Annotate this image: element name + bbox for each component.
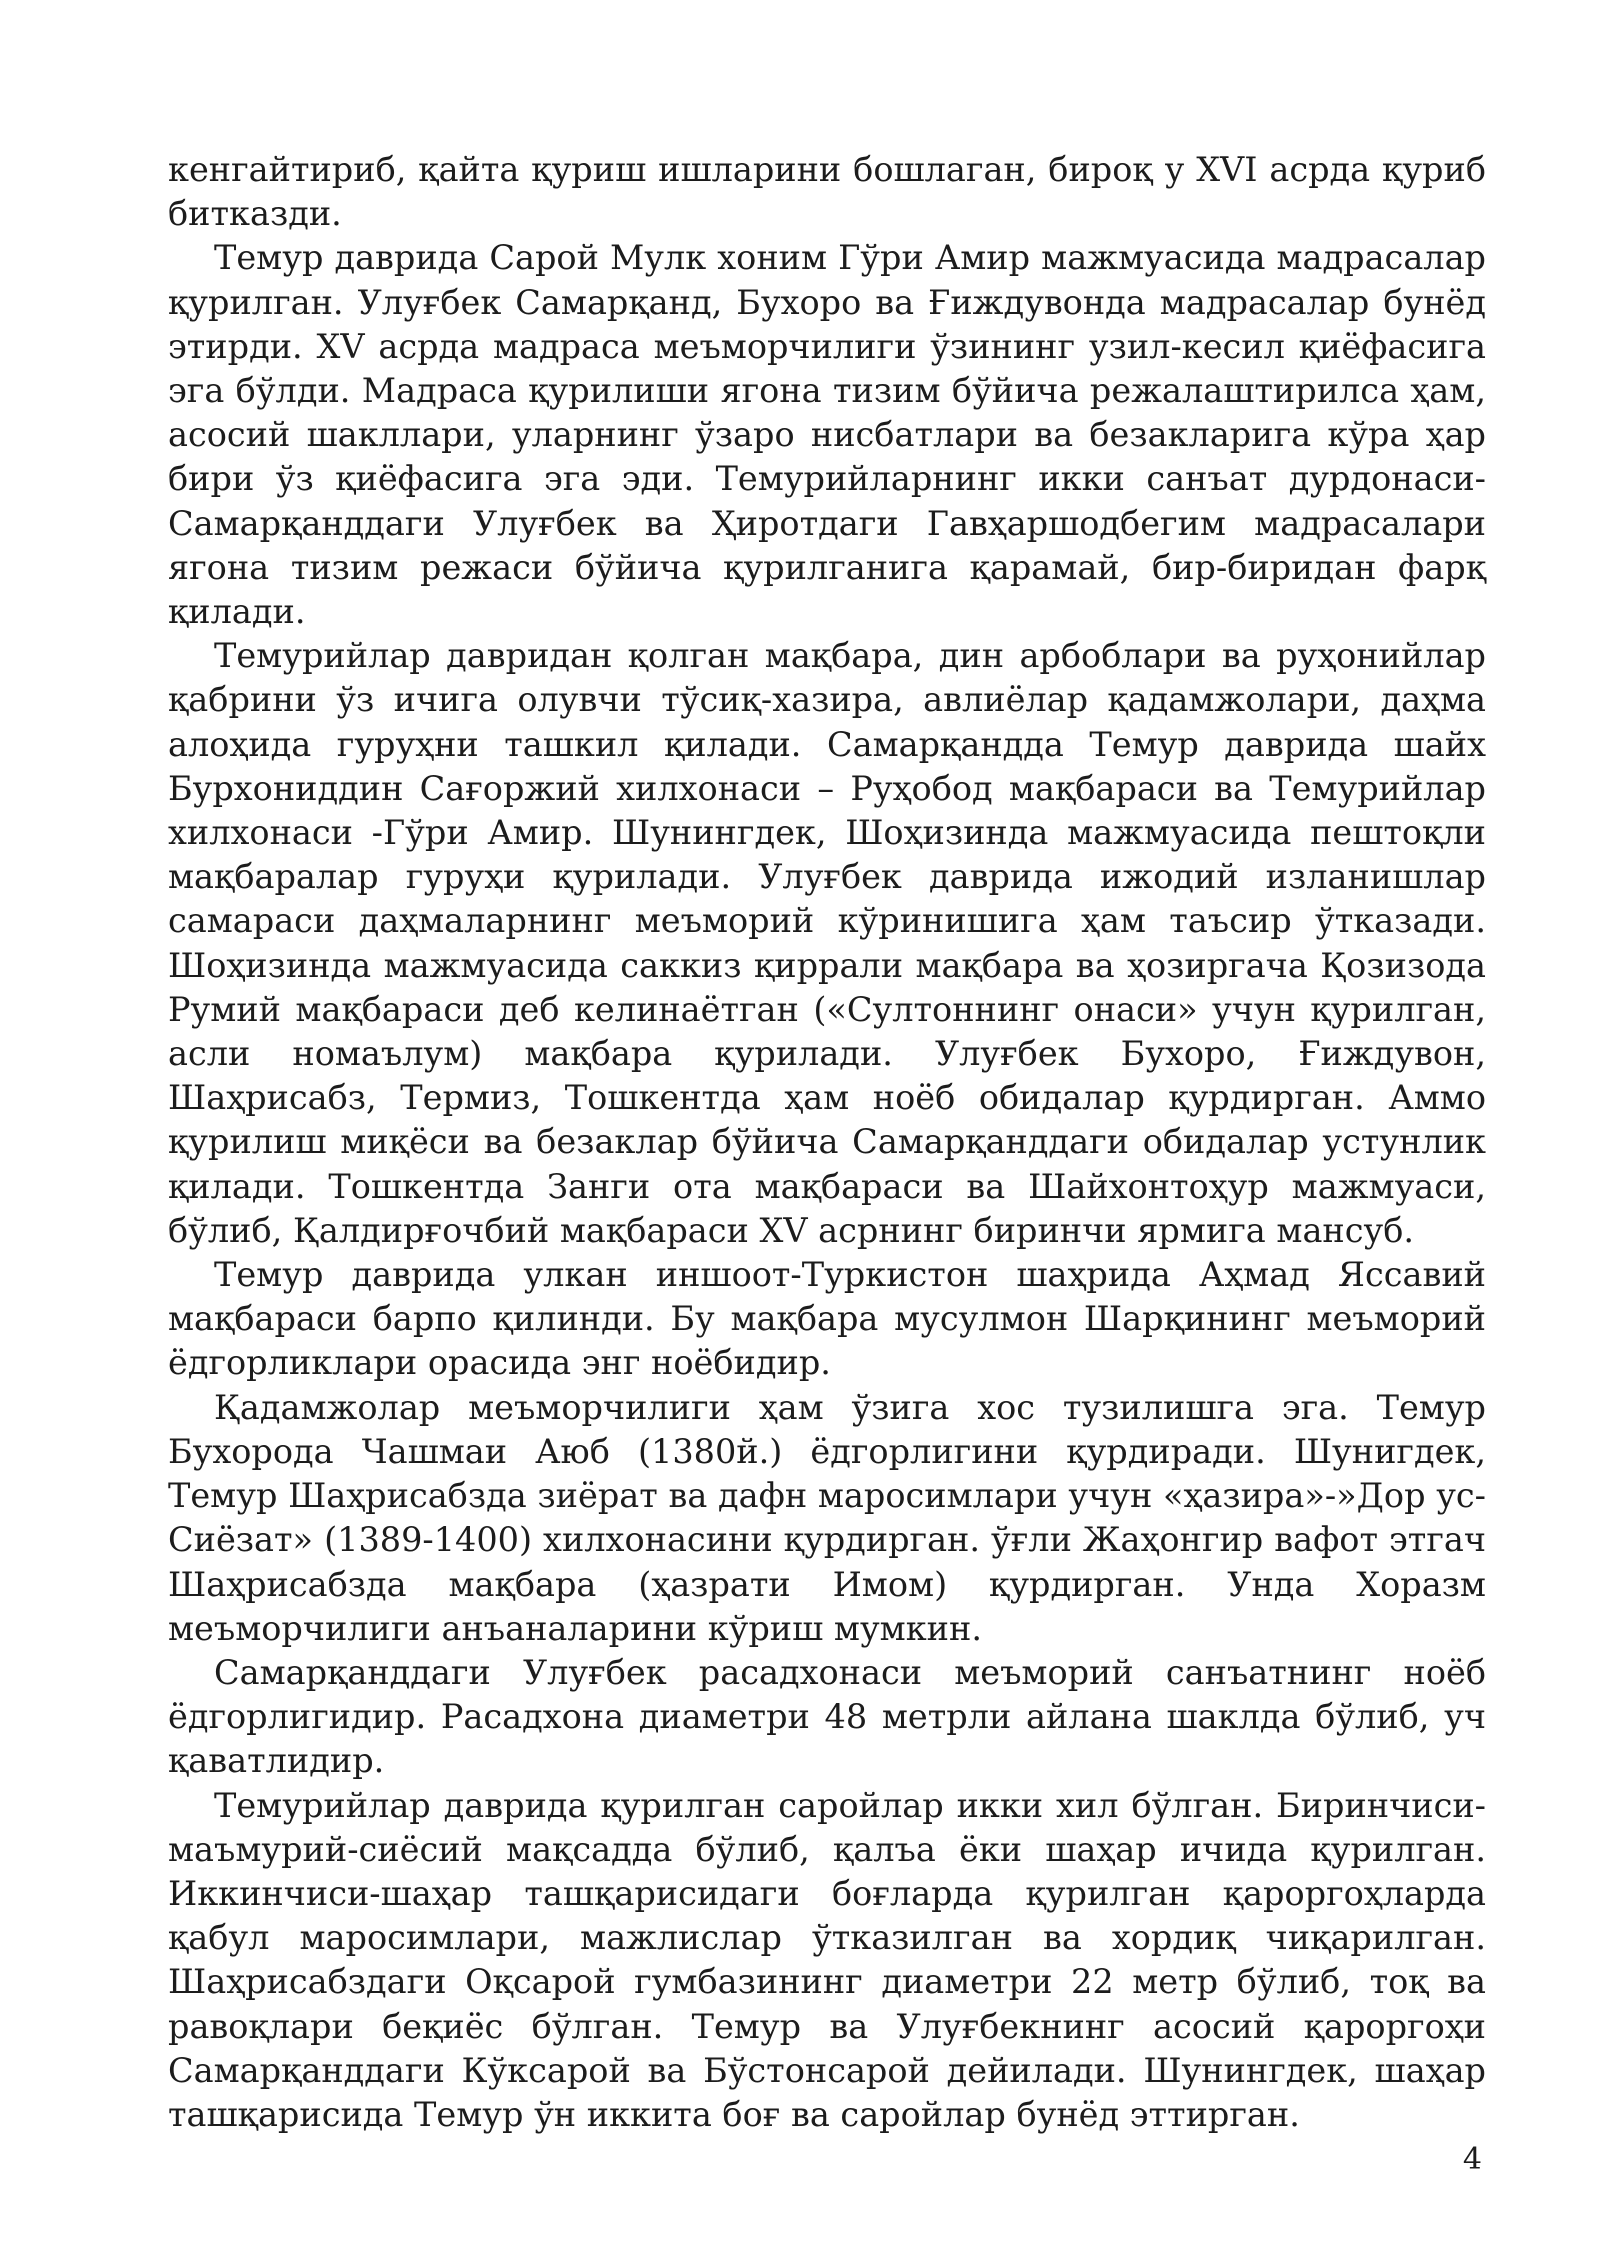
paragraph-mausoleums: Темурийлар давридан қолган мақбара, дин арбоблари ва руҳонийлар қабрини ўз ичига олувчи тўсиқ-хазира, авлиёлар қадамжолари, даҳма алоҳида гуруҳни ташкил қилади. Самарқандда Темур даврида шайх Бурхониддин Сағоржий хилхонаси – Руҳобод мақбараси ва Темурийлар хилхонаси -Гўри Амир. Шунингдек, Шоҳизинда мажмуасида пештоқли мақбаралар гуруҳи қурилади. Улуғбек даврида ижодий изланишлар самараси даҳмаларнинг меъморий кўринишига ҳам таъсир ўтказади. Шоҳизинда мажмуасида саккиз қиррали мақбара ва ҳозиргача Қозизода Румий мақбараси деб келинаётган («Султоннинг онаси» учун қурилган, асли номаълум) мақбара қурилади. Улуғбек Бухоро, Ғиждувон, Шаҳрисабз, Термиз, Тошкентда ҳам ноёб обидалар қурдирган. Аммо қурилиш миқёси ва безаклар бўйича Самарқанддаги обидалар устунлик қилади. Тошкентда Занги ота мақбараси ва Шайхонтоҳур мажмуаси, бўлиб, Қалдирғочбий мақбараси XV асрнинг биринчи ярмига мансуб.	[168, 636, 1486, 1250]
paragraph-palaces: Темурийлар даврида қурилган саройлар икки хил бўлган. Биринчиси-маъмурий-сиёсий мақсадда бўлиб, қалъа ёки шаҳар ичида қурилган. Иккинчиси-шаҳар ташқарисидаги боғларда қурилган қароргоҳларда қабул маросимлари, мажлислар ўтказилган ва хордиқ чиқарилган. Шаҳрисабздаги Оқсарой гумбазининг диаметри 22 метр бўлиб, тоқ ва равоқлари беқиёс бўлган. Темур ва Улуғбекнинг асосий қароргоҳи Самарқанддаги Кўксарой ва Бўстонсарой дейилади. Шунингдек, шаҳар ташқарисида Темур ўн иккита боғ ва саройлар бунёд эттирган.	[168, 1785, 1486, 2134]
paragraph-continued: кенгайтириб, қайта қуриш ишларини бошлаган, бироқ у XVI асрда қуриб битказди.	[168, 150, 1486, 234]
paragraph-yassavi: Темур даврида улкан иншоот-Туркистон шаҳрида Аҳмад Яссавий мақбараси барпо қилинди. Бу мақбара мусулмон Шарқининг меъморий ёдгорликлари орасида энг ноёбидир.	[168, 1255, 1486, 1383]
paragraph-observatory: Самарқанддаги Улуғбек расадхонаси меъморий санъатнинг ноёб ёдгорлигидир. Расадхона диаметри 48 метрли айлана шаклда бўлиб, уч қаватлидир.	[168, 1652, 1486, 1781]
paragraph-madrasas: Темур даврида Сарой Мулк хоним Гўри Амир мажмуасида мадрасалар қурилган. Улуғбек Самарқанд, Бухоро ва Ғиждувонда мадрасалар бунёд этирди. XV асрда мадраса меъморчилиги ўзининг узил-кесил қиёфасига эга бўлди. Мадраса қурилиши ягона тизим бўйича режалаштирилса ҳам, асосий шакллари, уларнинг ўзаро нисбатлари ва безакларига кўра ҳар бири ўз қиёфасига эга эди. Темурийларнинг икки санъат дурдонаси-Самарқанддаги Улуғбек ва Ҳиротдаги Гавҳаршодбегим мадрасалари ягона тизим режаси бўйича қурилганига қарамай, бир-биридан фарқ қилади.	[168, 238, 1486, 632]
page-number: 4	[1462, 2142, 1482, 2177]
paragraph-shrines: Қадамжолар меъморчилиги ҳам ўзига хос тузилишга эга. Темур Бухорода Чашмаи Аюб (1380й.) ёдгорлигини қурдиради. Шунигдек, Темур Шаҳрисабзда зиёрат ва дафн маросимлари учун «ҳазира»-»Дор ус-Сиёзат» (1389-1400) хилхонасини қурдирган. ўғли Жаҳонгир вафот этгач Шаҳрисабзда мақбара (ҳазрати Имом) қурдирган. Унда Хоразм меъморчилиги анъаналарини кўриш мумкин.	[168, 1387, 1486, 1648]
body-text	[168, 148, 1486, 2137]
